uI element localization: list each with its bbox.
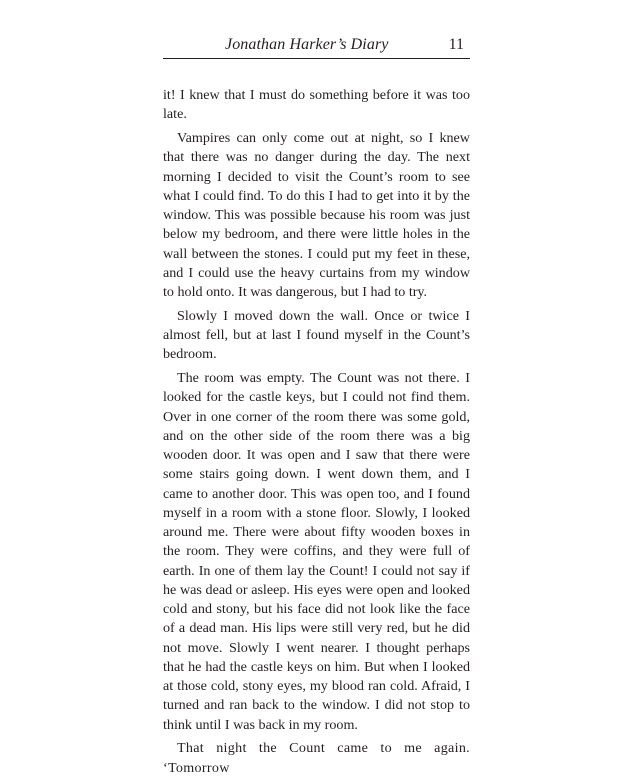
paragraph: The room was empty. The Count was not there. I looked for the castle keys, but I could not find them. Over in one corner of the room there was some gold, and on the other side of the room there was a big wooden door. It was open and I saw that there were some stairs going down. I went down them, and I came to another door. This was open too, and I found myself in a room with a stone floor. Slowly, I looked around me. There were about fifty wooden boxes in the room. They were coffins, and they were full of earth. In one of them lay the Count! I could not say if he was dead or asleep. His eyes were open and looked cold and stony, but his face did not look like the face of a dead man. His lips were still very red, but he did not move. Slowly I went nearer. I thought perhaps that he had the castle keys on him. But when I looked at those cold, stony eyes, my blood ran cold. Afraid, I turned and ran back to the window. I did not stop to think until I was back in my room. — [163, 370, 470, 733]
body-text — [163, 86, 470, 782]
paragraph: Slowly I moved down the wall. Once or twice I almost fell, but at last I found myself in the Count’s bedroom. — [163, 307, 470, 363]
paragraph-continuation: it! I knew that I must do something before it was too late. — [163, 87, 470, 123]
running-header — [163, 30, 470, 59]
paragraph: Vampires can only come out at night, so I knew that there was no danger during the day. The next morning I decided to visit the Count’s room to see what I could find. To do this I had to get into it by the window. This was possible because his room was just below my bedroom, and there were little holes in the wall between the stones. I could put my feet in these, and I could use the heavy curtains from my window to hold onto. It was dangerous, but I had to try. — [163, 130, 470, 300]
paragraph: That night the Count came to me again. ‘Tomorrow — [163, 740, 470, 776]
page-number: 11 — [448, 36, 464, 53]
running-title: Jonathan Harker’s Diary — [225, 36, 389, 53]
